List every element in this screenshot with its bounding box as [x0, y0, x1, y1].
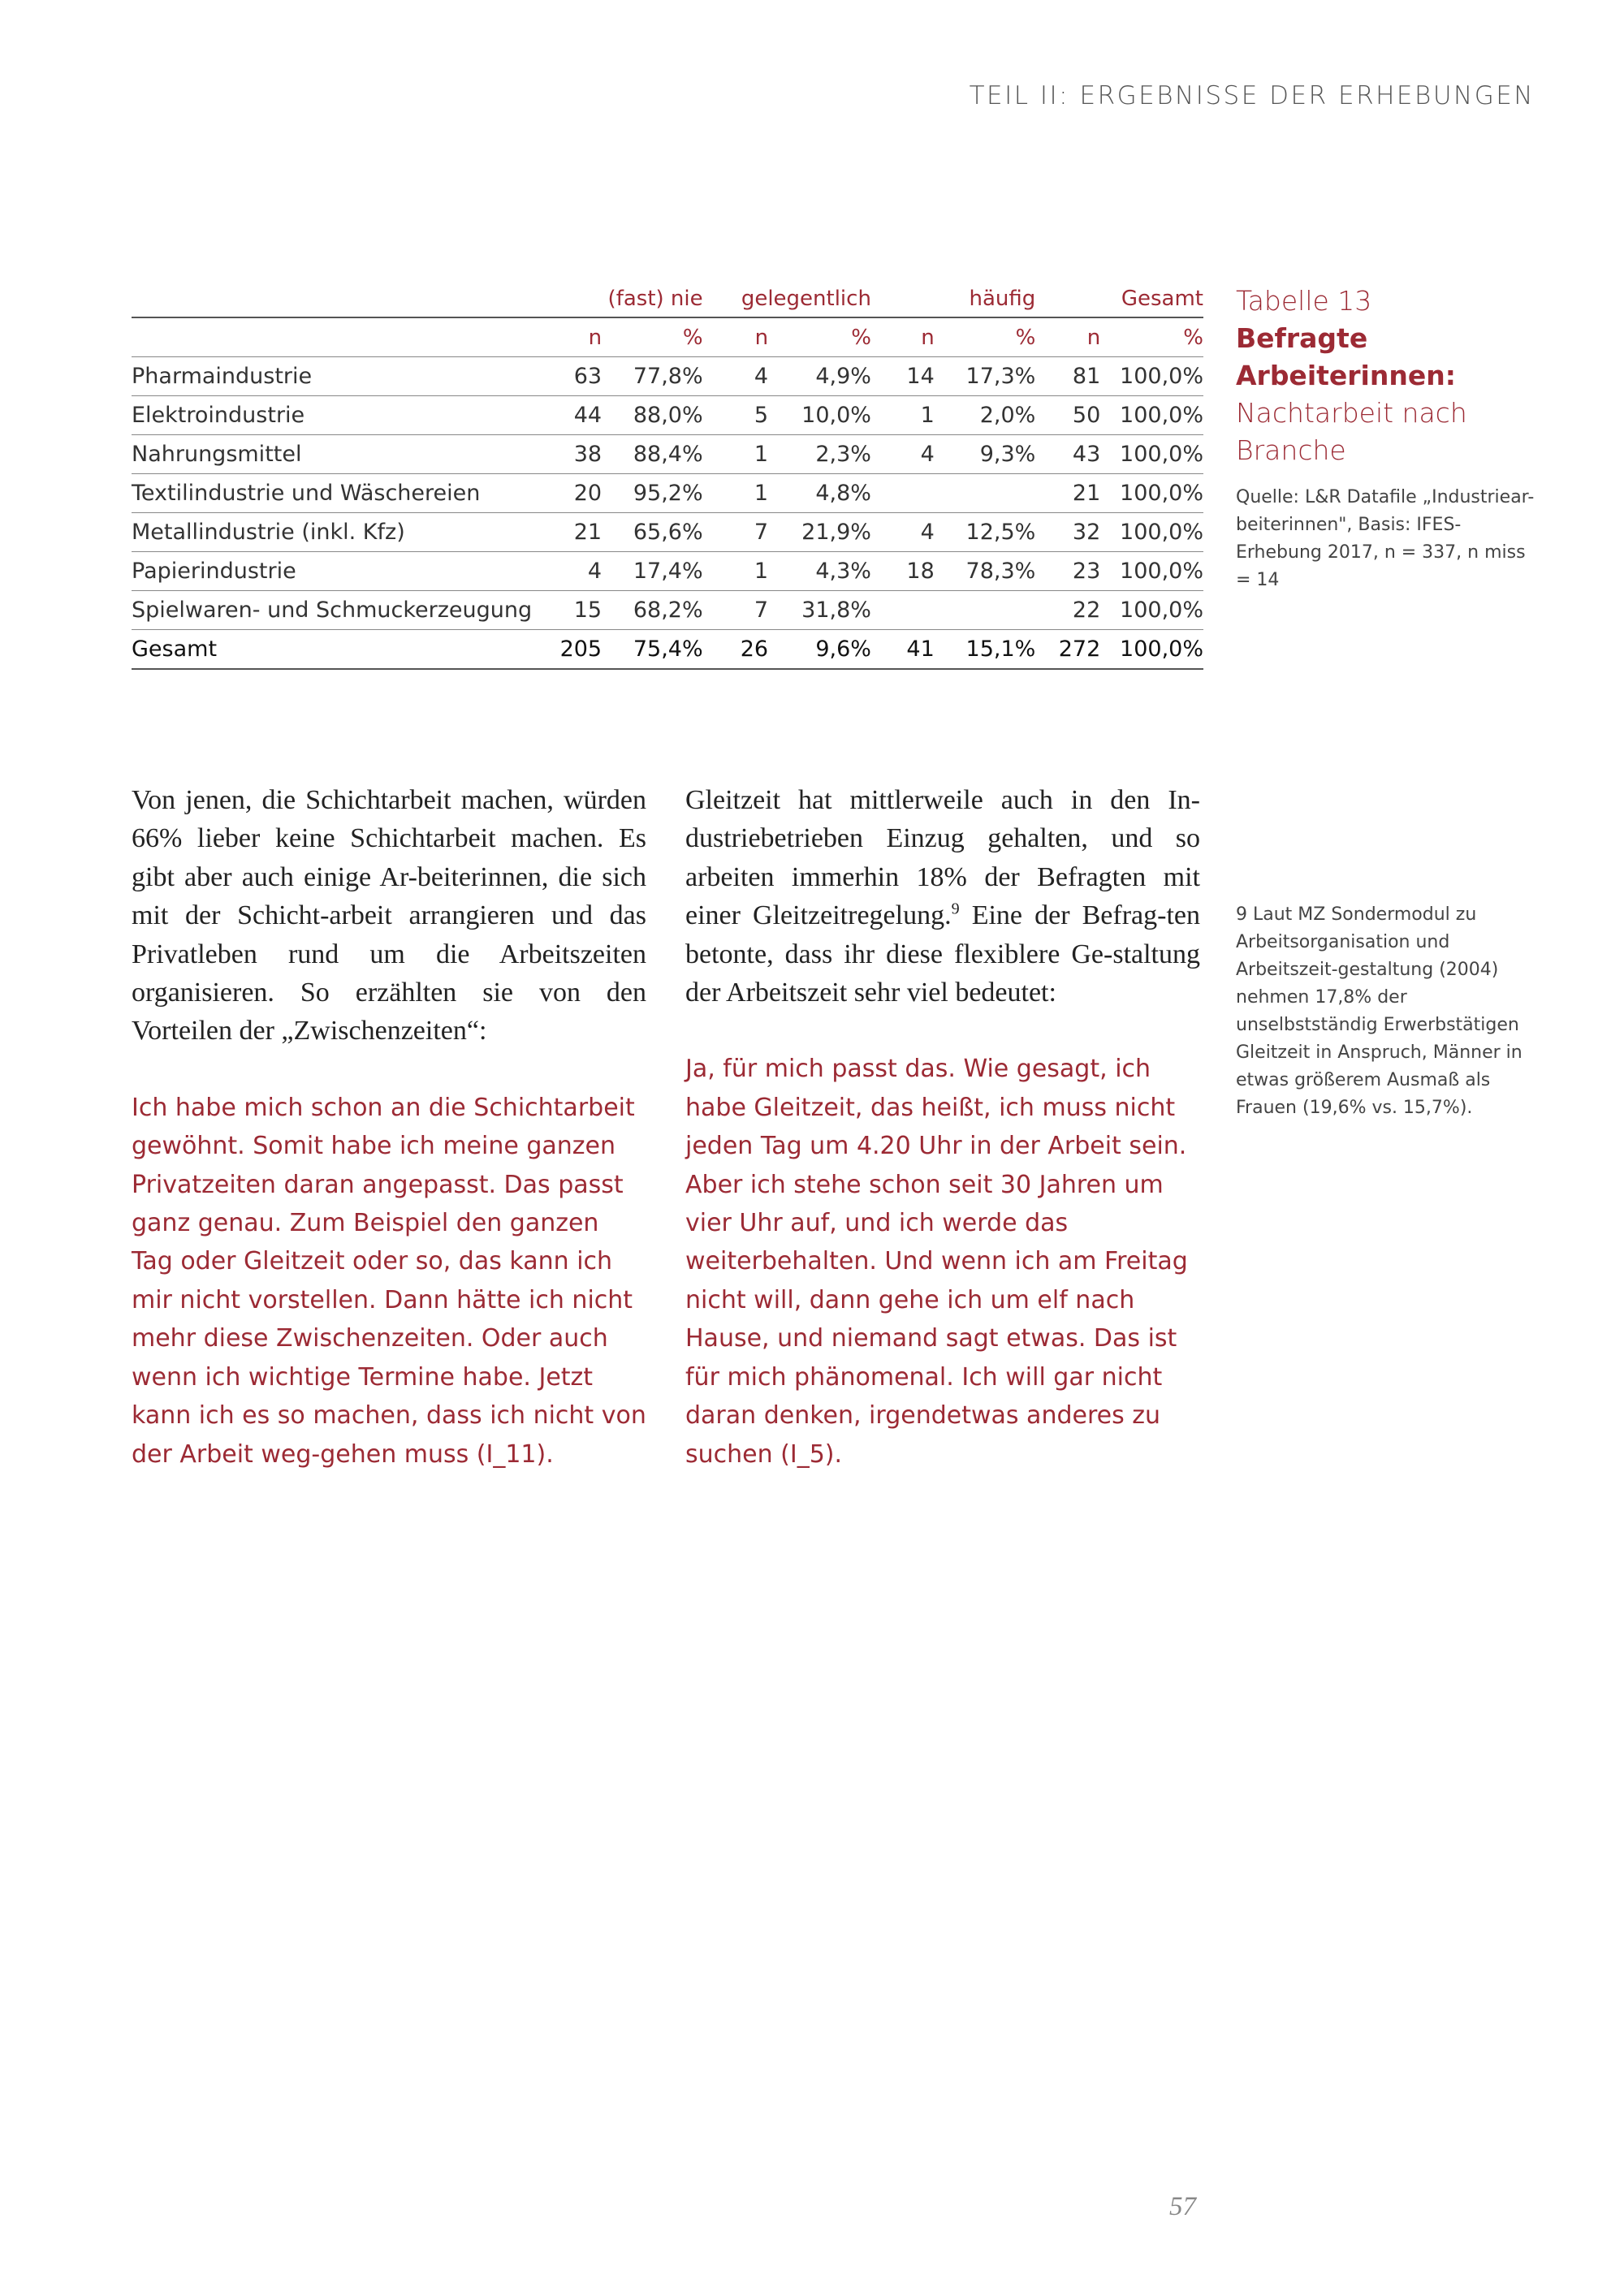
cell-percent: 77,8%	[633, 364, 703, 389]
cell-count: 205	[559, 637, 603, 662]
sub-header-n: n	[1086, 325, 1101, 350]
cell-percent: 100,0%	[1120, 403, 1203, 428]
cell-percent: 100,0%	[1120, 520, 1203, 545]
table-row	[132, 474, 1203, 513]
data-table	[132, 281, 1203, 670]
row-label: Nahrungsmittel	[132, 442, 302, 467]
cell-count: 4	[754, 364, 769, 389]
cell-count: 1	[754, 442, 769, 467]
body-paragraph: Gleitzeit hat mittlerweile auch in den In-dustriebetrieben Einzug gehalten, und so arbeiten immerhin 18% der Befragten mit einer Gleitzeitregelung.$^9$ Eine der Befrag-ten betonte, dass ihr diese flexiblere Ge-staltung der Arbeitszeit sehr viel bedeutet:	[685, 785, 1200, 1008]
cell-percent: 10,0%	[801, 403, 871, 428]
cell-count: 21	[573, 520, 603, 545]
cell-percent: 4,3%	[815, 559, 871, 584]
table-source: Quelle: L&R Datafile „Industriear-beiterinnen", Basis: IFES-Erhebung 2017, n = 337, n miss = 14	[1236, 487, 1535, 590]
cell-count: 14	[906, 364, 935, 389]
cell-percent: 88,4%	[633, 442, 703, 467]
cell-percent: 2,3%	[815, 442, 871, 467]
table-number: Tabelle 13	[1236, 285, 1372, 317]
page-number: 57	[1169, 2192, 1196, 2221]
cell-percent	[935, 474, 1036, 513]
cell-percent: 4,9%	[815, 364, 871, 389]
cell-percent: 100,0%	[1120, 364, 1203, 389]
cell-percent: 95,2%	[633, 481, 703, 506]
footnote: 9 Laut MZ Sondermodul zu Arbeitsorganisation und Arbeitszeit-gestaltung (2004) nehmen 17,8% der unselbstständig Erwerbstätigen Gleitzeit in Anspruch, Männer in etwas größerem Ausmaß als Frauen (19,6% vs. 15,7%).	[1236, 904, 1522, 1118]
cell-count: 32	[1072, 520, 1101, 545]
cell-count: 43	[1072, 442, 1101, 467]
row-label: Pharmaindustrie	[132, 364, 313, 389]
table-row	[132, 591, 1203, 630]
cell-count: 15	[573, 598, 603, 623]
cell-count: 63	[573, 364, 603, 389]
table-subtitle-line2: Branche	[1236, 434, 1346, 466]
cell-percent: 15,1%	[965, 637, 1036, 662]
interview-quote: Ich habe mich schon an die Schichtarbeit gewöhnt. Somit habe ich meine ganzen Privatzeiten daran angepasst. Das passt ganz genau. Zum Beispiel den ganzen Tag oder Gleitzeit oder so, das kann ich mir nicht vorstellen. Dann hätte ich nicht mehr diese Zwischenzeiten. Oder auch wenn ich wichtige Termine habe. Jetzt kann ich es so machen, dass ich nicht von der Arbeit weg-gehen muss (I_11).	[132, 1093, 646, 1469]
text-column-right	[685, 781, 1200, 1474]
text-column-left	[132, 781, 646, 1474]
cell-count: 7	[754, 598, 769, 623]
cell-count: 7	[754, 520, 769, 545]
sub-header-percent: %	[1015, 325, 1036, 350]
table-row	[132, 552, 1203, 591]
cell-count	[871, 591, 935, 630]
cell-count: 22	[1072, 598, 1101, 623]
cell-count: 20	[573, 481, 603, 506]
group-header-gesamt: Gesamt	[1121, 287, 1203, 311]
cell-count: 41	[906, 637, 935, 662]
cell-count: 1	[754, 481, 769, 506]
table-row	[132, 435, 1203, 474]
sub-header-n: n	[754, 325, 769, 350]
cell-percent: 2,0%	[979, 403, 1036, 428]
cell-percent: 68,2%	[633, 598, 703, 623]
row-label: Gesamt	[132, 637, 218, 662]
cell-count: 18	[906, 559, 935, 584]
table-subtitle-line1: Nachtarbeit nach	[1236, 397, 1467, 429]
table-caption	[1236, 283, 1561, 469]
cell-percent: 17,4%	[633, 559, 703, 584]
cell-count: 4	[920, 520, 935, 545]
cell-count: 1	[754, 559, 769, 584]
row-label: Textilindustrie und Wäschereien	[132, 481, 481, 506]
cell-count	[871, 474, 935, 513]
cell-count: 26	[740, 637, 769, 662]
cell-count: 38	[573, 442, 603, 467]
footnote-reference[interactable]: 9	[951, 900, 960, 918]
cell-percent: 12,5%	[965, 520, 1036, 545]
sub-header-percent: %	[851, 325, 871, 350]
cell-percent: 31,8%	[801, 598, 871, 623]
cell-percent: 100,0%	[1120, 637, 1203, 662]
cell-count: 50	[1072, 403, 1101, 428]
cell-percent: 100,0%	[1120, 559, 1203, 584]
sub-header-percent: %	[682, 325, 703, 350]
cell-percent: 17,3%	[965, 364, 1036, 389]
cell-percent: 9,6%	[815, 637, 871, 662]
interview-quote: Ja, für mich passt das. Wie gesagt, ich habe Gleitzeit, das heißt, ich muss nicht jeden Tag um 4.20 Uhr in der Arbeit sein. Aber ich stehe schon seit 30 Jahren um vier Uhr auf, und ich werde das weiterbehalten. Und wenn ich am Freitag nicht will, dann gehe ich um elf nach Hause, und niemand sagt etwas. Das ist für mich phänomenal. Ich will gar nicht daran denken, irgendetwas anderes zu suchen (I_5).	[685, 1055, 1188, 1469]
group-header-gelegentlich: gelegentlich	[741, 287, 871, 311]
cell-count: 272	[1058, 637, 1101, 662]
table-row	[132, 357, 1203, 396]
cell-percent: 75,4%	[633, 637, 703, 662]
row-label: Spielwaren- und Schmuckerzeugung	[132, 598, 533, 623]
cell-count: 23	[1072, 559, 1101, 584]
cell-percent: 100,0%	[1120, 442, 1203, 467]
cell-percent: 21,9%	[801, 520, 871, 545]
row-label: Papierindustrie	[132, 559, 296, 584]
group-header-fast-nie: (fast) nie	[607, 287, 703, 311]
row-label: Metallindustrie (inkl. Kfz)	[132, 520, 405, 545]
group-header-haeufig: häufig	[969, 287, 1036, 311]
sub-header-n: n	[588, 325, 603, 350]
table-row	[132, 396, 1203, 435]
cell-percent: 65,6%	[633, 520, 703, 545]
row-label: Elektroindustrie	[132, 403, 305, 428]
cell-count: 1	[920, 403, 935, 428]
cell-count: 4	[920, 442, 935, 467]
cell-percent: 78,3%	[965, 559, 1036, 584]
body-paragraph: Von jenen, die Schichtarbeit machen, würden 66% lieber keine Schichtarbeit machen. Es gibt aber auch einige Ar-beiterinnen, die sich mit der Schicht-arbeit arrangieren und das Privatleben rund um die Arbeitszeiten organisieren. So erzählten sie von den Vorteilen der „Zwischenzeiten“:	[132, 785, 646, 1047]
cell-percent: 88,0%	[633, 403, 703, 428]
cell-count: 44	[573, 403, 603, 428]
cell-percent: 100,0%	[1120, 598, 1203, 623]
table-row	[132, 513, 1203, 552]
table-total-row	[132, 630, 1203, 670]
cell-percent: 4,8%	[815, 481, 871, 506]
cell-count: 81	[1072, 364, 1101, 389]
cell-percent: 100,0%	[1120, 481, 1203, 506]
cell-count: 5	[754, 403, 769, 428]
cell-percent: 9,3%	[979, 442, 1036, 467]
cell-count: 4	[587, 559, 603, 584]
sub-header-n: n	[921, 325, 935, 350]
sub-header-percent: %	[1183, 325, 1203, 350]
table-title: Befragte Arbeiterinnen:	[1236, 322, 1456, 391]
cell-percent	[935, 591, 1036, 630]
cell-count: 21	[1072, 481, 1101, 506]
running-header: TEIL II: ERGEBNISSE DER ERHEBUNGEN	[969, 81, 1535, 110]
